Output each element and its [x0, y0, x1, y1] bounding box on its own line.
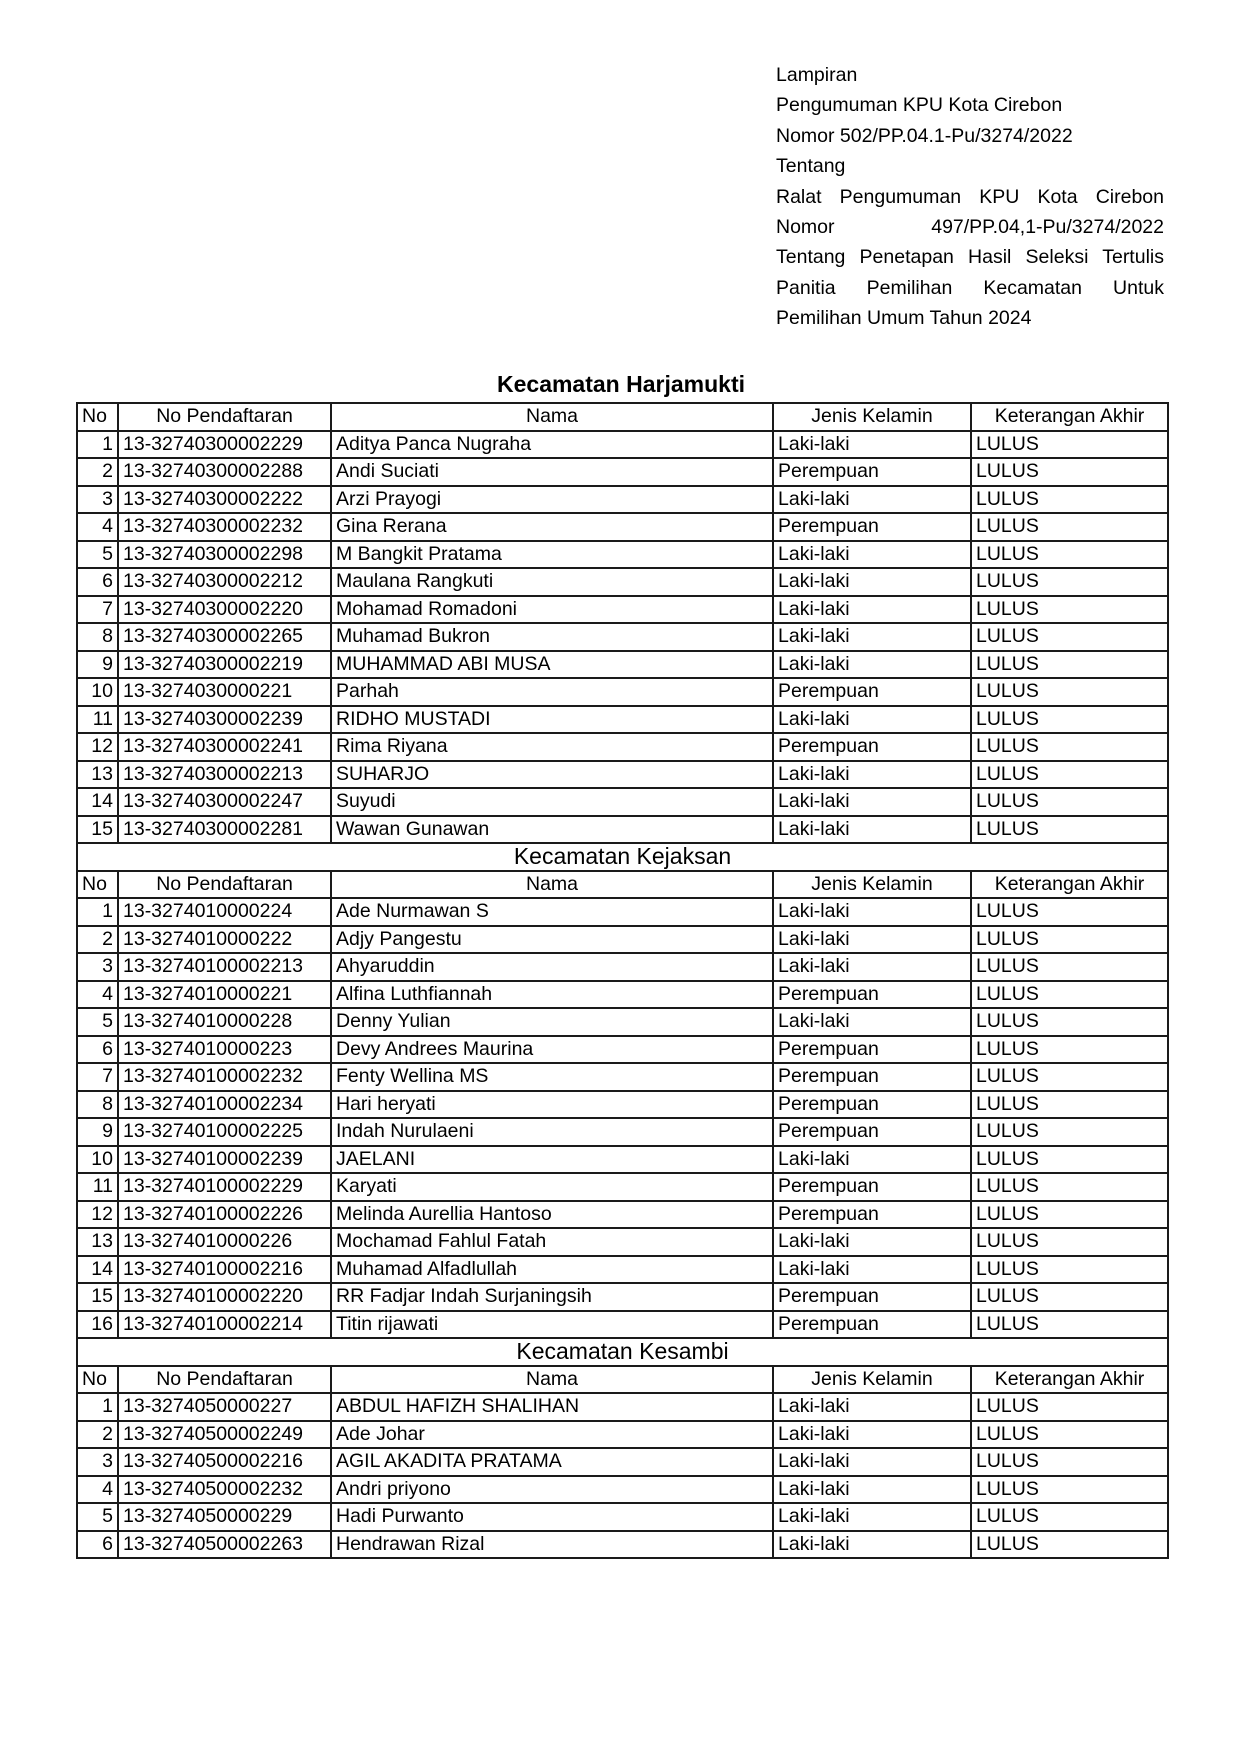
table-row: [77, 1008, 1168, 1036]
table-row: [77, 1118, 1168, 1146]
row-number: 15: [77, 1283, 118, 1311]
section-title: Kecamatan Kejaksan: [77, 843, 1168, 871]
final-status: LULUS: [971, 1063, 1168, 1091]
table-row: [77, 926, 1168, 954]
registration-number: 13-32740100002226: [118, 1201, 331, 1229]
registration-number: 13-32740100002234: [118, 1091, 331, 1119]
row-number: 6: [77, 568, 118, 596]
table-row: [77, 1393, 1168, 1421]
row-number: 11: [77, 706, 118, 734]
final-status: LULUS: [971, 1146, 1168, 1174]
row-number: 9: [77, 1118, 118, 1146]
registration-number: 13-32740300002239: [118, 706, 331, 734]
candidate-name: JAELANI: [331, 1146, 773, 1174]
row-number: 1: [77, 431, 118, 459]
column-header-sex: Jenis Kelamin: [773, 1366, 971, 1394]
registration-number: 13-32740500002263: [118, 1531, 331, 1559]
candidate-name: Adjy Pangestu: [331, 926, 773, 954]
column-header-registration: No Pendaftaran: [118, 403, 331, 431]
final-status: LULUS: [971, 1531, 1168, 1559]
registration-number: 13-3274050000229: [118, 1503, 331, 1531]
gender: Perempuan: [773, 678, 971, 706]
gender: Perempuan: [773, 1311, 971, 1339]
table-row: [77, 1311, 1168, 1339]
column-header-name: Nama: [331, 1366, 773, 1394]
gender: Laki-laki: [773, 1146, 971, 1174]
final-status: LULUS: [971, 733, 1168, 761]
table-row: [77, 486, 1168, 514]
candidate-name: Alfina Luthfiannah: [331, 981, 773, 1009]
table-row: [77, 733, 1168, 761]
row-number: 1: [77, 898, 118, 926]
row-number: 2: [77, 1421, 118, 1449]
row-number: 3: [77, 1448, 118, 1476]
final-status: LULUS: [971, 1476, 1168, 1504]
gender: Laki-laki: [773, 1008, 971, 1036]
attachment-line: Nomor 502/PP.04.1-Pu/3274/2022: [776, 124, 1073, 147]
table-row: [77, 458, 1168, 486]
row-number: 13: [77, 761, 118, 789]
row-number: 10: [77, 678, 118, 706]
registration-number: 13-32740100002216: [118, 1256, 331, 1284]
registration-number: 13-3274010000221: [118, 981, 331, 1009]
table-row: [77, 1503, 1168, 1531]
candidate-name: Hendrawan Rizal: [331, 1531, 773, 1559]
row-number: 5: [77, 1008, 118, 1036]
registration-number: 13-32740300002213: [118, 761, 331, 789]
candidate-name: Titin rijawati: [331, 1311, 773, 1339]
header-row: [77, 871, 1168, 899]
registration-number: 13-32740100002229: [118, 1173, 331, 1201]
row-number: 5: [77, 1503, 118, 1531]
table-row: [77, 1283, 1168, 1311]
registration-number: 13-3274050000227: [118, 1393, 331, 1421]
row-number: 1: [77, 1393, 118, 1421]
row-number: 14: [77, 1256, 118, 1284]
final-status: LULUS: [971, 1393, 1168, 1421]
attachment-line: Nomor 497/PP.04,1-Pu/3274/2022: [776, 216, 1164, 239]
gender: Perempuan: [773, 1091, 971, 1119]
candidate-name: MUHAMMAD ABI MUSA: [331, 651, 773, 679]
column-header-registration: No Pendaftaran: [118, 1366, 331, 1394]
registration-number: 13-3274010000222: [118, 926, 331, 954]
gender: Perempuan: [773, 1283, 971, 1311]
final-status: LULUS: [971, 513, 1168, 541]
gender: Laki-laki: [773, 431, 971, 459]
registration-number: 13-32740300002265: [118, 623, 331, 651]
table-row: [77, 1036, 1168, 1064]
candidate-name: Aditya Panca Nugraha: [331, 431, 773, 459]
row-number: 11: [77, 1173, 118, 1201]
final-status: LULUS: [971, 1448, 1168, 1476]
attachment-line: Panitia Pemilihan Kecamatan Untuk: [776, 276, 1164, 299]
registration-number: 13-3274030000221: [118, 678, 331, 706]
results-table: [76, 402, 1169, 1559]
column-header-note: Keterangan Akhir: [971, 871, 1168, 899]
gender: Laki-laki: [773, 541, 971, 569]
candidate-name: Parhah: [331, 678, 773, 706]
candidate-name: Karyati: [331, 1173, 773, 1201]
final-status: LULUS: [971, 1256, 1168, 1284]
final-status: LULUS: [971, 651, 1168, 679]
table-row: [77, 1228, 1168, 1256]
candidate-name: Hari heryati: [331, 1091, 773, 1119]
table-row: [77, 1476, 1168, 1504]
final-status: LULUS: [971, 1201, 1168, 1229]
row-number: 3: [77, 953, 118, 981]
candidate-name: Maulana Rangkuti: [331, 568, 773, 596]
column-header-note: Keterangan Akhir: [971, 403, 1168, 431]
header-row: [77, 1366, 1168, 1394]
section-title-row: [77, 1338, 1168, 1366]
gender: Laki-laki: [773, 706, 971, 734]
registration-number: 13-32740300002281: [118, 816, 331, 844]
candidate-name: Indah Nurulaeni: [331, 1118, 773, 1146]
registration-number: 13-32740300002232: [118, 513, 331, 541]
table-row: [77, 678, 1168, 706]
registration-number: 13-32740300002220: [118, 596, 331, 624]
final-status: LULUS: [971, 431, 1168, 459]
gender: Laki-laki: [773, 1421, 971, 1449]
registration-number: 13-3274010000224: [118, 898, 331, 926]
gender: Laki-laki: [773, 761, 971, 789]
final-status: LULUS: [971, 1008, 1168, 1036]
candidate-name: Muhamad Alfadlullah: [331, 1256, 773, 1284]
table-row: [77, 596, 1168, 624]
attachment-line: Tentang: [776, 155, 846, 178]
column-header-name: Nama: [331, 403, 773, 431]
row-number: 3: [77, 486, 118, 514]
candidate-name: Wawan Gunawan: [331, 816, 773, 844]
table-row: [77, 1173, 1168, 1201]
row-number: 10: [77, 1146, 118, 1174]
column-header-no: No: [77, 1366, 118, 1394]
candidate-name: Ahyaruddin: [331, 953, 773, 981]
row-number: 6: [77, 1036, 118, 1064]
candidate-name: Gina Rerana: [331, 513, 773, 541]
gender: Perempuan: [773, 513, 971, 541]
row-number: 2: [77, 458, 118, 486]
final-status: LULUS: [971, 623, 1168, 651]
registration-number: 13-32740300002222: [118, 486, 331, 514]
final-status: LULUS: [971, 1311, 1168, 1339]
candidate-name: Denny Yulian: [331, 1008, 773, 1036]
registration-number: 13-32740300002212: [118, 568, 331, 596]
attachment-line: Pengumuman KPU Kota Cirebon: [776, 94, 1063, 117]
final-status: LULUS: [971, 458, 1168, 486]
table-row: [77, 541, 1168, 569]
gender: Laki-laki: [773, 926, 971, 954]
candidate-name: Mochamad Fahlul Fatah: [331, 1228, 773, 1256]
candidate-name: Fenty Wellina MS: [331, 1063, 773, 1091]
gender: Laki-laki: [773, 568, 971, 596]
gender: Perempuan: [773, 981, 971, 1009]
row-number: 4: [77, 1476, 118, 1504]
candidate-name: Melinda Aurellia Hantoso: [331, 1201, 773, 1229]
section-title-row: [77, 843, 1168, 871]
final-status: LULUS: [971, 1173, 1168, 1201]
candidate-name: Rima Riyana: [331, 733, 773, 761]
attachment-line: Tentang Penetapan Hasil Seleksi Tertulis: [776, 246, 1164, 269]
candidate-name: Ade Nurmawan S: [331, 898, 773, 926]
final-status: LULUS: [971, 1118, 1168, 1146]
candidate-name: Andri priyono: [331, 1476, 773, 1504]
column-header-no: No: [77, 403, 118, 431]
registration-number: 13-3274010000228: [118, 1008, 331, 1036]
candidate-name: Suyudi: [331, 788, 773, 816]
row-number: 15: [77, 816, 118, 844]
row-number: 13: [77, 1228, 118, 1256]
row-number: 7: [77, 1063, 118, 1091]
table-row: [77, 788, 1168, 816]
table-row: [77, 1421, 1168, 1449]
final-status: LULUS: [971, 1421, 1168, 1449]
row-number: 4: [77, 513, 118, 541]
gender: Laki-laki: [773, 1256, 971, 1284]
table-row: [77, 1256, 1168, 1284]
registration-number: 13-32740100002220: [118, 1283, 331, 1311]
gender: Laki-laki: [773, 788, 971, 816]
table-row: [77, 1201, 1168, 1229]
table-row: [77, 816, 1168, 844]
column-header-name: Nama: [331, 871, 773, 899]
attachment-line: Ralat Pengumuman KPU Kota Cirebon: [776, 185, 1164, 208]
row-number: 12: [77, 1201, 118, 1229]
registration-number: 13-32740100002225: [118, 1118, 331, 1146]
gender: Laki-laki: [773, 486, 971, 514]
table-row: [77, 1146, 1168, 1174]
candidate-name: RIDHO MUSTADI: [331, 706, 773, 734]
registration-number: 13-32740500002216: [118, 1448, 331, 1476]
gender: Perempuan: [773, 1063, 971, 1091]
row-number: 8: [77, 1091, 118, 1119]
candidate-name: SUHARJO: [331, 761, 773, 789]
final-status: LULUS: [971, 898, 1168, 926]
table-row: [77, 1448, 1168, 1476]
table-row: [77, 431, 1168, 459]
candidate-name: Muhamad Bukron: [331, 623, 773, 651]
final-status: LULUS: [971, 486, 1168, 514]
table-row: [77, 706, 1168, 734]
candidate-name: Mohamad Romadoni: [331, 596, 773, 624]
attachment-line: Lampiran: [776, 64, 858, 86]
registration-number: 13-32740100002213: [118, 953, 331, 981]
column-header-note: Keterangan Akhir: [971, 1366, 1168, 1394]
gender: Laki-laki: [773, 816, 971, 844]
final-status: LULUS: [971, 816, 1168, 844]
final-status: LULUS: [971, 1036, 1168, 1064]
final-status: LULUS: [971, 788, 1168, 816]
registration-number: 13-32740300002219: [118, 651, 331, 679]
column-header-sex: Jenis Kelamin: [773, 403, 971, 431]
gender: Laki-laki: [773, 1448, 971, 1476]
registration-number: 13-32740300002298: [118, 541, 331, 569]
row-number: 14: [77, 788, 118, 816]
column-header-registration: No Pendaftaran: [118, 871, 331, 899]
table-row: [77, 623, 1168, 651]
final-status: LULUS: [971, 568, 1168, 596]
table-row: [77, 568, 1168, 596]
table-row: [77, 953, 1168, 981]
registration-number: 13-32740300002241: [118, 733, 331, 761]
row-number: 6: [77, 1531, 118, 1559]
final-status: LULUS: [971, 761, 1168, 789]
table-row: [77, 651, 1168, 679]
table-row: [77, 898, 1168, 926]
candidate-name: Ade Johar: [331, 1421, 773, 1449]
row-number: 12: [77, 733, 118, 761]
gender: Perempuan: [773, 733, 971, 761]
registration-number: 13-32740300002247: [118, 788, 331, 816]
final-status: LULUS: [971, 596, 1168, 624]
final-status: LULUS: [971, 981, 1168, 1009]
candidate-name: Devy Andrees Maurina: [331, 1036, 773, 1064]
row-number: 5: [77, 541, 118, 569]
attachment-line: Pemilihan Umum Tahun 2024: [776, 307, 1032, 330]
gender: Perempuan: [773, 1036, 971, 1064]
candidate-name: AGIL AKADITA PRATAMA: [331, 1448, 773, 1476]
header-row: [77, 403, 1168, 431]
registration-number: 13-3274010000223: [118, 1036, 331, 1064]
final-status: LULUS: [971, 926, 1168, 954]
section-title: Kecamatan Kesambi: [77, 1338, 1168, 1366]
section-title: Kecamatan Harjamukti: [497, 371, 745, 397]
gender: Laki-laki: [773, 651, 971, 679]
final-status: LULUS: [971, 678, 1168, 706]
row-number: 16: [77, 1311, 118, 1339]
table-row: [77, 1091, 1168, 1119]
gender: Laki-laki: [773, 953, 971, 981]
gender: Laki-laki: [773, 898, 971, 926]
gender: Perempuan: [773, 458, 971, 486]
registration-number: 13-32740300002288: [118, 458, 331, 486]
candidate-name: Andi Suciati: [331, 458, 773, 486]
candidate-name: M Bangkit Pratama: [331, 541, 773, 569]
registration-number: 13-32740500002232: [118, 1476, 331, 1504]
candidate-name: Arzi Prayogi: [331, 486, 773, 514]
row-number: 9: [77, 651, 118, 679]
gender: Perempuan: [773, 1118, 971, 1146]
attachment-header: [776, 60, 1164, 334]
row-number: 7: [77, 596, 118, 624]
gender: Laki-laki: [773, 1228, 971, 1256]
registration-number: 13-32740300002229: [118, 431, 331, 459]
gender: Laki-laki: [773, 1531, 971, 1559]
column-header-no: No: [77, 871, 118, 899]
registration-number: 13-3274010000226: [118, 1228, 331, 1256]
registration-number: 13-32740100002232: [118, 1063, 331, 1091]
final-status: LULUS: [971, 706, 1168, 734]
final-status: LULUS: [971, 953, 1168, 981]
row-number: 2: [77, 926, 118, 954]
candidate-name: RR Fadjar Indah Surjaningsih: [331, 1283, 773, 1311]
final-status: LULUS: [971, 541, 1168, 569]
final-status: LULUS: [971, 1091, 1168, 1119]
registration-number: 13-32740500002249: [118, 1421, 331, 1449]
final-status: LULUS: [971, 1503, 1168, 1531]
candidate-name: ABDUL HAFIZH SHALIHAN: [331, 1393, 773, 1421]
final-status: LULUS: [971, 1228, 1168, 1256]
final-status: LULUS: [971, 1283, 1168, 1311]
gender: Laki-laki: [773, 1503, 971, 1531]
registration-number: 13-32740100002214: [118, 1311, 331, 1339]
gender: Laki-laki: [773, 1393, 971, 1421]
gender: Laki-laki: [773, 1476, 971, 1504]
column-header-sex: Jenis Kelamin: [773, 871, 971, 899]
gender: Laki-laki: [773, 623, 971, 651]
registration-number: 13-32740100002239: [118, 1146, 331, 1174]
table-row: [77, 761, 1168, 789]
table-row: [77, 513, 1168, 541]
gender: Perempuan: [773, 1201, 971, 1229]
row-number: 8: [77, 623, 118, 651]
table-row: [77, 1063, 1168, 1091]
candidate-name: Hadi Purwanto: [331, 1503, 773, 1531]
gender: Perempuan: [773, 1173, 971, 1201]
gender: Laki-laki: [773, 596, 971, 624]
table-row: [77, 981, 1168, 1009]
table-row: [77, 1531, 1168, 1559]
row-number: 4: [77, 981, 118, 1009]
